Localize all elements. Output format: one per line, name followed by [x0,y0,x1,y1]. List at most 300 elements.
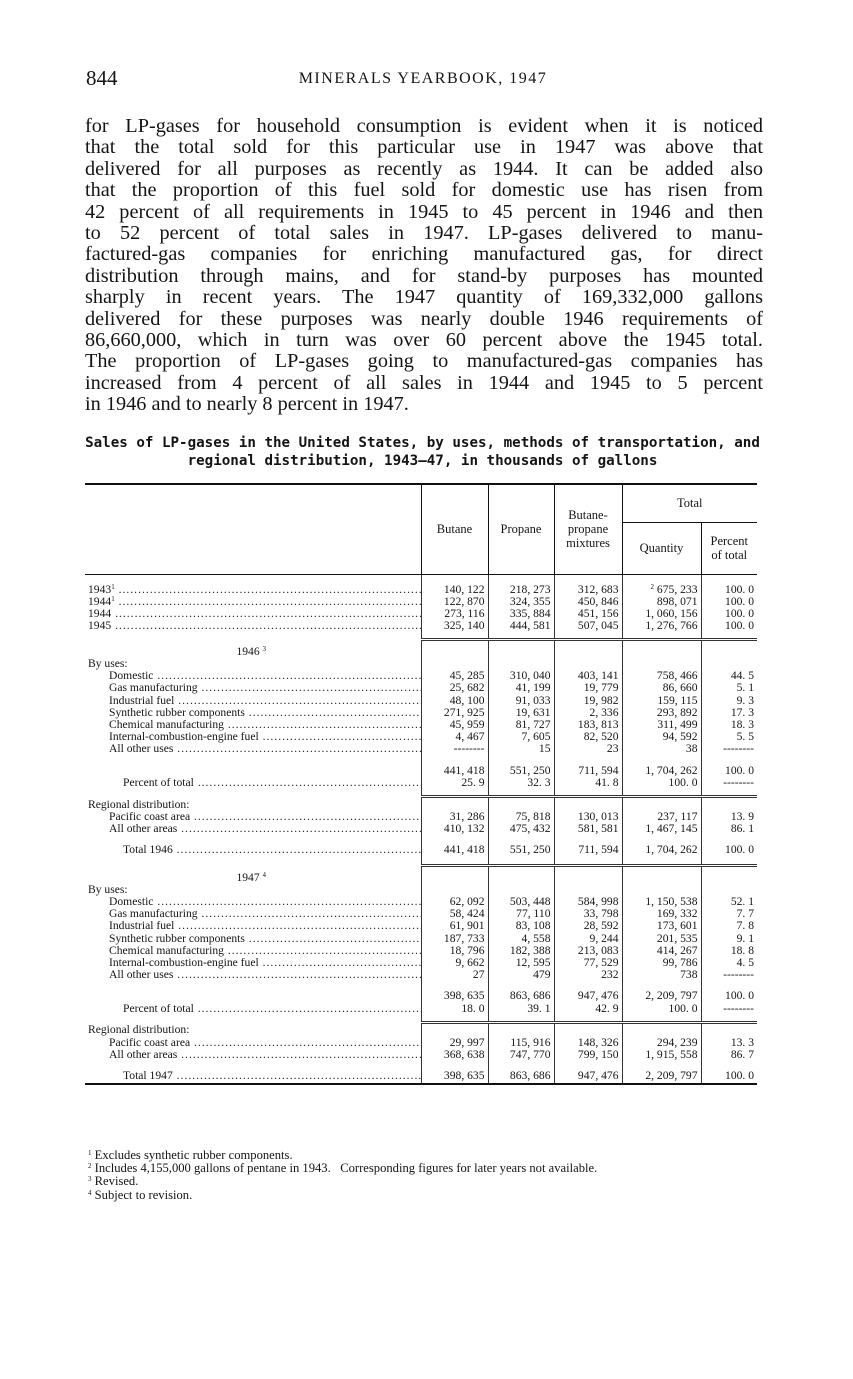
propane-cell: 4, 558 [488,933,554,945]
regional-row [85,1037,757,1049]
table-caption-line-2: regional distribution, 1943–47, in thousands of gallons [187,453,658,469]
percent-cell: 44. 5 [701,670,757,682]
row-label [85,670,421,682]
paragraph-line: for LP-gases for household consumption is evident when it is noticed [85,115,763,137]
butane-cell: 27 [421,969,488,981]
percent-of-total-row [85,777,757,789]
label-text: Industrial fuel ..... [109,920,421,932]
quantity-cell: 2, 209, 797 [622,1070,701,1084]
mixtures-cell: 183, 813 [554,719,622,731]
percent-cell: 100. 0 [701,596,757,608]
running-title: MINERALS YEARBOOK, 1947 [298,70,548,87]
paragraph-line: in 1946 and to nearly 8 percent in 1947. [85,393,409,416]
label-text: All other uses ..... [109,743,421,755]
mixtures-cell [554,1015,622,1023]
row-label [85,858,421,866]
propane-cell [488,797,554,811]
butane-cell: 140, 122 [421,584,488,596]
butane-cell: 273, 116 [421,608,488,620]
label-text: Industrial fuel ..... [109,695,421,707]
quantity-cell: 1, 704, 262 [622,844,701,858]
percent-cell: 100. 0 [701,990,757,1002]
label-text: Percent of total ..... [123,777,421,789]
row-label [85,1037,421,1049]
row-label [85,620,421,632]
butane-cell: 398, 635 [421,1070,488,1084]
butane-cell: -------- [421,743,488,755]
quantity-cell: 94, 592 [622,731,701,743]
propane-column-header: Propane [488,484,554,574]
percent-cell [701,632,757,640]
quantity-cell: 173, 601 [622,920,701,932]
mixtures-cell: 9, 244 [554,933,622,945]
section-year-label: 1946 [236,644,260,658]
paragraph-line: 86,660,000, which in turn was over 60 percent above the 1945 total. [85,329,763,352]
propane-cell: 479 [488,969,554,981]
butane-cell: 18. 0 [421,1003,488,1015]
quantity-cell: 1, 060, 156 [622,608,701,620]
row-label [85,945,421,957]
propane-cell: 503, 448 [488,896,554,908]
page-number: 844 [86,66,118,90]
use-row [85,707,757,719]
quantity-cell: 758, 466 [622,670,701,682]
mixtures-cell: 42. 9 [554,1003,622,1015]
butane-cell [421,858,488,866]
row-label [85,823,421,835]
percent-cell: 100. 0 [701,620,757,632]
label-text: Domestic ..... [109,896,421,908]
mixtures-cell: 23 [554,743,622,755]
mixtures-cell: 507, 045 [554,620,622,632]
paragraph-line: to 52 percent of total sales in 1947. LP-gases delivered to manu- [85,222,763,245]
butane-cell [421,632,488,640]
label-text: By uses: [88,658,128,671]
section-break-row [85,789,757,797]
section-year-label: 1947 [236,870,260,884]
row-label [85,632,421,640]
label-text: All other areas ..... [109,1049,421,1061]
butane-cell: 271, 925 [421,707,488,719]
quantity-cell: 99, 786 [622,957,701,969]
percent-cell: 100. 0 [701,765,757,777]
percent-cell: -------- [701,1003,757,1015]
label-text: Synthetic rubber components ..... [109,933,421,945]
butane-cell [421,1015,488,1023]
quantity-cell: 100. 0 [622,1003,701,1015]
section-year-row [85,640,757,658]
mixtures-cell: 232 [554,969,622,981]
butane-cell: 45, 959 [421,719,488,731]
footnote-ref: 1 [111,583,115,591]
percent-cell [701,1015,757,1023]
row-label [85,811,421,823]
year-label: 1945 [88,620,112,633]
row-label [85,990,421,1002]
quantity-cell [622,789,701,797]
row-label [85,1070,421,1084]
row-label [85,981,421,990]
mixtures-cell: 19, 982 [554,695,622,707]
butane-cell: 25, 682 [421,682,488,694]
table-bottom-rule [85,1084,757,1095]
percent-cell: 100. 0 [701,1070,757,1084]
propane-cell: 7, 605 [488,731,554,743]
use-row [85,920,757,932]
footnote-ref: 4 [262,870,267,879]
quantity-cell: 1, 276, 766 [622,620,701,632]
page-header [86,66,760,94]
percent-cell: -------- [701,969,757,981]
butane-cell: 441, 418 [421,765,488,777]
label-text: Percent of total ..... [123,1003,421,1015]
propane-cell: 77, 110 [488,908,554,920]
quantity-cell [622,1022,701,1036]
section-total-row [85,844,757,858]
mixtures-cell: 130, 013 [554,811,622,823]
butane-cell [421,789,488,797]
row-label [85,1022,421,1036]
label-text: Total 1947 ..... [123,1070,421,1082]
mixtures-cell: 711, 594 [554,844,622,858]
butane-cell: 58, 424 [421,908,488,920]
percent-cell: 7. 8 [701,920,757,932]
mixtures-cell: 2, 336 [554,707,622,719]
section-year-row [85,866,757,884]
mixtures-cell: 28, 592 [554,920,622,932]
percent-cell: 13. 9 [701,811,757,823]
propane-cell: 39. 1 [488,1003,554,1015]
row-label [85,908,421,920]
percent-cell: 18. 8 [701,945,757,957]
percent-cell: 100. 0 [701,584,757,596]
mixtures-cell: 312, 683 [554,584,622,596]
propane-cell: 551, 250 [488,844,554,858]
quantity-cell: 294, 239 [622,1037,701,1049]
mixtures-cell [554,866,622,884]
footnote-mark: 1 [88,1149,92,1157]
mixtures-cell: 82, 520 [554,731,622,743]
use-row [85,945,757,957]
propane-cell [488,640,554,658]
propane-cell: 444, 581 [488,620,554,632]
percent-cell: 100. 0 [701,608,757,620]
percent-cell: 5. 5 [701,731,757,743]
quantity-cell [622,866,701,884]
mixtures-cell: 19, 779 [554,682,622,694]
regional-label-row [85,1022,757,1036]
quantity-cell [622,632,701,640]
row-label [85,756,421,765]
percent-cell: 7. 7 [701,908,757,920]
section-break-row [85,858,757,866]
label-text [88,596,421,608]
use-row [85,969,757,981]
quantity-cell: 311, 499 [622,719,701,731]
row-label [85,1049,421,1061]
percent-cell: -------- [701,777,757,789]
butane-cell: 9, 662 [421,957,488,969]
percent-cell: 86. 7 [701,1049,757,1061]
row-label [85,574,421,584]
propane-cell: 475, 432 [488,823,554,835]
row-label [85,731,421,743]
row-label [85,765,421,777]
butane-cell: 18, 796 [421,945,488,957]
percent-cell [701,797,757,811]
quantity-cell: 86, 660 [622,682,701,694]
regional-row [85,1049,757,1061]
section-total-row [85,1070,757,1084]
propane-cell: 81, 727 [488,719,554,731]
table-body [85,574,757,1084]
mixtures-cell: 799, 150 [554,1049,622,1061]
mixtures-cell [554,789,622,797]
mixtures-cell [554,858,622,866]
quantity-cell: 414, 267 [622,945,701,957]
percent-cell: 17. 3 [701,707,757,719]
quantity-cell: 100. 0 [622,777,701,789]
percent-cell [701,789,757,797]
quantity-cell: 159, 115 [622,695,701,707]
row-label [85,920,421,932]
mixtures-cell: 77, 529 [554,957,622,969]
quantity-cell: 2, 209, 797 [622,990,701,1002]
label-text: All other areas ..... [109,823,421,835]
paragraph-line: delivered for these purposes was nearly double 1946 requirements of [85,307,763,330]
paragraph-line: that the total sold for this particular use in 1947 was above that [85,136,763,159]
sum-row [85,990,757,1002]
row-label [85,743,421,755]
butane-cell [421,1022,488,1036]
footnote [88,1162,768,1175]
table-caption [85,434,760,470]
label-text: Chemical manufacturing ..... [109,945,421,957]
percent-cell: 52. 1 [701,896,757,908]
use-row [85,695,757,707]
year-row [85,584,757,596]
footnotes [88,1149,768,1202]
butane-cell: 187, 733 [421,933,488,945]
footnote-mark: 4 [88,1188,92,1197]
use-row [85,731,757,743]
footnote-ref: 3 [262,644,267,653]
table-caption-line-1: Sales of LP-gases in the United States, by uses, methods of transportation, and [85,435,760,451]
use-row [85,957,757,969]
label-text: Regional distribution: [88,1023,190,1037]
mixtures-cell: 450, 846 [554,596,622,608]
label-text: Gas manufacturing ..... [109,908,421,920]
percent-cell: 9. 3 [701,695,757,707]
propane-cell: 863, 686 [488,1070,554,1084]
propane-cell: 324, 355 [488,596,554,608]
propane-cell: 747, 770 [488,1049,554,1061]
butane-cell: 122, 870 [421,596,488,608]
row-label [85,866,421,884]
label-text: All other uses ..... [109,969,421,981]
percent-cell: 100. 0 [701,844,757,858]
propane-cell: 75, 818 [488,811,554,823]
label-text: Domestic ..... [109,670,421,682]
mixtures-cell: 947, 476 [554,990,622,1002]
row-label [85,596,421,608]
row-label [85,1061,421,1070]
butane-cell [421,866,488,884]
percent-cell: 18. 3 [701,719,757,731]
quantity-cell: 738 [622,969,701,981]
quantity-cell: 1, 467, 145 [622,823,701,835]
propane-cell: 310, 040 [488,670,554,682]
year-label: 1943 [88,583,112,596]
row-label [85,896,421,908]
percent-cell: 5. 1 [701,682,757,694]
mixtures-cell [554,632,622,640]
lp-gas-sales-table [85,483,757,1095]
quantity-cell [622,1015,701,1023]
label-text: Pacific coast area ..... [109,811,421,823]
quantity-cell: 237, 117 [622,811,701,823]
quantity-value: 675, 233 [656,582,698,596]
paragraph-line: delivered for all purposes as recently as 1944. It can be added also [85,157,763,180]
butane-cell: 410, 132 [421,823,488,835]
footnote-text: Includes 4,155,000 gallons of pentane in 1943. Corresponding figures for later years not available. [94,1161,598,1176]
label-text [88,584,421,596]
year-label: 1944 [88,607,112,620]
mixtures-cell: 584, 998 [554,896,622,908]
footnote-text: Revised. [94,1174,139,1189]
mixtures-cell: 451, 156 [554,608,622,620]
paragraph-line: The proportion of LP-gases going to manufactured-gas companies has [85,350,763,373]
quantity-cell: 293, 892 [622,707,701,719]
quantity-cell: 898, 071 [622,596,701,608]
regional-label-row [85,797,757,811]
propane-cell: 83, 108 [488,920,554,932]
row-label [85,835,421,844]
paragraph-line: that the proportion of this fuel sold for domestic use has risen from [85,179,763,202]
quantity-cell [622,858,701,866]
butane-cell: 61, 901 [421,920,488,932]
quantity-cell: 201, 535 [622,933,701,945]
percent-cell [701,1022,757,1036]
propane-cell: 19, 631 [488,707,554,719]
label-text: Chemical manufacturing ..... [109,719,421,731]
propane-cell: 32. 3 [488,777,554,789]
footnote-mark: 3 [88,1175,92,1184]
row-label [85,719,421,731]
butane-cell: 31, 286 [421,811,488,823]
use-row [85,682,757,694]
label-text: Internal-combustion-engine fuel ..... [109,731,421,743]
row-label [85,1015,421,1023]
row-label [85,957,421,969]
mixtures-cell [554,640,622,658]
mixtures-cell [554,1022,622,1036]
paragraph-line: distribution through mains, and for stand-by purposes has mounted [85,264,763,287]
total-column-header: Total [622,484,757,522]
mixtures-cell: 41. 8 [554,777,622,789]
butane-cell: 45, 285 [421,670,488,682]
propane-cell: 115, 916 [488,1037,554,1049]
propane-cell: 863, 686 [488,990,554,1002]
footnote-ref: 1 [111,595,115,603]
mixtures-cell: 148, 326 [554,1037,622,1049]
propane-cell: 182, 388 [488,945,554,957]
use-row [85,670,757,682]
row-label [85,1003,421,1015]
quantity-cell: 1, 150, 538 [622,896,701,908]
footnote-text: Subject to revision. [94,1187,193,1202]
quantity-cell [622,640,701,658]
year-label: 1944 [88,595,112,608]
butane-cell [421,640,488,658]
propane-cell: 551, 250 [488,765,554,777]
percent-cell: 86. 1 [701,823,757,835]
propane-cell [488,632,554,640]
mixtures-cell: 581, 581 [554,823,622,835]
percent-column-header: Percent of total [701,522,757,574]
mixtures-cell: 947, 476 [554,1070,622,1084]
use-row [85,743,757,755]
section-break-row [85,632,757,640]
label-text [88,608,421,620]
mixtures-cell: 33, 798 [554,908,622,920]
body-paragraph [85,116,763,416]
percent-cell: 4. 5 [701,957,757,969]
butane-cell: 325, 140 [421,620,488,632]
quantity-cell [622,797,701,811]
butane-column-header: Butane [421,484,488,574]
mixtures-cell [554,797,622,811]
mixtures-cell: 711, 594 [554,765,622,777]
quantity-column-header: Quantity [622,522,701,574]
butane-cell: 48, 100 [421,695,488,707]
footnote-mark: 2 [88,1162,92,1171]
row-label [85,797,421,811]
butane-cell: 29, 997 [421,1037,488,1049]
propane-cell: 15 [488,743,554,755]
footnote-ref: 2 [650,582,655,591]
row-label [85,640,421,658]
label-text: Total 1946 ..... [123,844,421,856]
paragraph-line: sharply in recent years. The 1947 quantity of 169,332,000 gallons [85,286,763,309]
label-text: Synthetic rubber components ..... [109,707,421,719]
quantity-cell [622,584,701,596]
paragraph-line: 42 percent of all requirements in 1945 to 45 percent in 1946 and then [85,200,763,223]
quantity-cell: 1, 704, 262 [622,765,701,777]
footnote-text: Excludes synthetic rubber components. [94,1148,293,1162]
row-label [85,584,421,596]
mixtures-cell: 403, 141 [554,670,622,682]
section-break-row [85,1015,757,1023]
butane-cell: 25. 9 [421,777,488,789]
row-label [85,695,421,707]
stub-header [85,484,421,574]
propane-cell: 12, 595 [488,957,554,969]
percent-cell [701,866,757,884]
row-label [85,608,421,620]
row-label [85,658,421,670]
paragraph-line: factured-gas companies for enriching manufactured gas, for direct [85,243,763,266]
percent-of-total-row [85,1003,757,1015]
propane-cell: 335, 884 [488,608,554,620]
butane-cell: 441, 418 [421,844,488,858]
row-label [85,933,421,945]
percent-cell [701,640,757,658]
quantity-cell: 38 [622,743,701,755]
row-label [85,789,421,797]
label-text: Gas manufacturing ..... [109,682,421,694]
propane-cell [488,1022,554,1036]
